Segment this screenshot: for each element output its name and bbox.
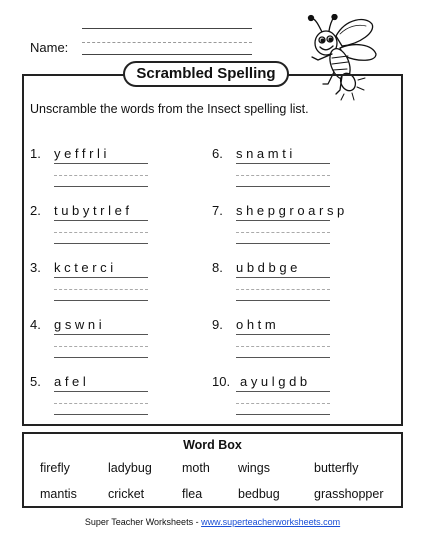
item-number: 1. xyxy=(30,146,41,161)
answer-line[interactable] xyxy=(54,186,148,187)
worksheet-title: Scrambled Spelling xyxy=(123,61,289,87)
answer-line[interactable] xyxy=(236,357,330,358)
item-number: 5. xyxy=(30,374,41,389)
word-box-word: mantis xyxy=(40,487,77,501)
scramble-item xyxy=(30,146,200,194)
answer-line[interactable] xyxy=(236,300,330,301)
item-number: 7. xyxy=(212,203,223,218)
footer-link[interactable]: www.superteacherworksheets.com xyxy=(201,517,341,527)
scramble-item xyxy=(212,203,382,251)
item-number: 2. xyxy=(30,203,41,218)
footer xyxy=(0,517,425,527)
scramble-item xyxy=(212,146,382,194)
instructions: Unscramble the words from the Insect spelling list. xyxy=(30,102,309,116)
word-box-word: flea xyxy=(182,487,203,501)
word-box-word: grasshopper xyxy=(314,487,384,501)
scramble-item xyxy=(30,203,200,251)
word-box-word: cricket xyxy=(108,487,145,501)
scrambled-word: afel xyxy=(54,374,90,389)
answer-line[interactable] xyxy=(236,220,330,221)
word-box-word: ladybug xyxy=(108,461,152,475)
scrambled-word: shepgroarsp xyxy=(236,203,348,218)
answer-line[interactable] xyxy=(54,391,148,392)
item-number: 10. xyxy=(212,374,231,389)
answer-line[interactable] xyxy=(236,243,330,244)
item-number: 9. xyxy=(212,317,223,332)
answer-line[interactable] xyxy=(236,163,330,164)
name-field[interactable] xyxy=(82,22,252,56)
item-number: 8. xyxy=(212,260,223,275)
scrambled-word: gswni xyxy=(54,317,106,332)
scrambled-word: yeffrli xyxy=(54,146,111,161)
word-box-word: moth xyxy=(182,461,210,475)
answer-line[interactable] xyxy=(236,334,330,335)
answer-line[interactable] xyxy=(54,243,148,244)
item-number: 3. xyxy=(30,260,41,275)
answer-line[interactable] xyxy=(54,414,148,415)
scramble-item xyxy=(30,260,200,308)
word-box xyxy=(22,432,403,508)
word-box-word: butterfly xyxy=(314,461,359,475)
scramble-item xyxy=(212,317,382,365)
answer-line[interactable] xyxy=(236,414,330,415)
scrambled-word: tubytrlef xyxy=(54,203,133,218)
name-label: Name: xyxy=(30,40,69,55)
scramble-item xyxy=(30,374,200,422)
answer-line[interactable] xyxy=(54,300,148,301)
word-box-title: Word Box xyxy=(183,438,242,452)
word-box-word: wings xyxy=(238,461,270,475)
answer-line[interactable] xyxy=(236,186,330,187)
answer-line[interactable] xyxy=(54,277,148,278)
scramble-item xyxy=(212,260,382,308)
answer-line[interactable] xyxy=(236,391,330,392)
item-number: 4. xyxy=(30,317,41,332)
footer-text: Super Teacher Worksheets - xyxy=(84,517,202,527)
scrambled-word: ayulgdb xyxy=(240,374,311,389)
scrambled-word: kcterci xyxy=(54,260,117,275)
scrambled-word: ubdbge xyxy=(236,260,301,275)
scrambled-word: ohtm xyxy=(236,317,280,332)
scrambled-word: snamti xyxy=(236,146,296,161)
word-box-word: firefly xyxy=(40,461,70,475)
scramble-item xyxy=(30,317,200,365)
answer-line[interactable] xyxy=(236,277,330,278)
scramble-item xyxy=(212,374,382,422)
word-box-word: bedbug xyxy=(238,487,280,501)
answer-line[interactable] xyxy=(54,334,148,335)
answer-line[interactable] xyxy=(54,357,148,358)
answer-line[interactable] xyxy=(54,220,148,221)
answer-line[interactable] xyxy=(54,163,148,164)
item-number: 6. xyxy=(212,146,223,161)
